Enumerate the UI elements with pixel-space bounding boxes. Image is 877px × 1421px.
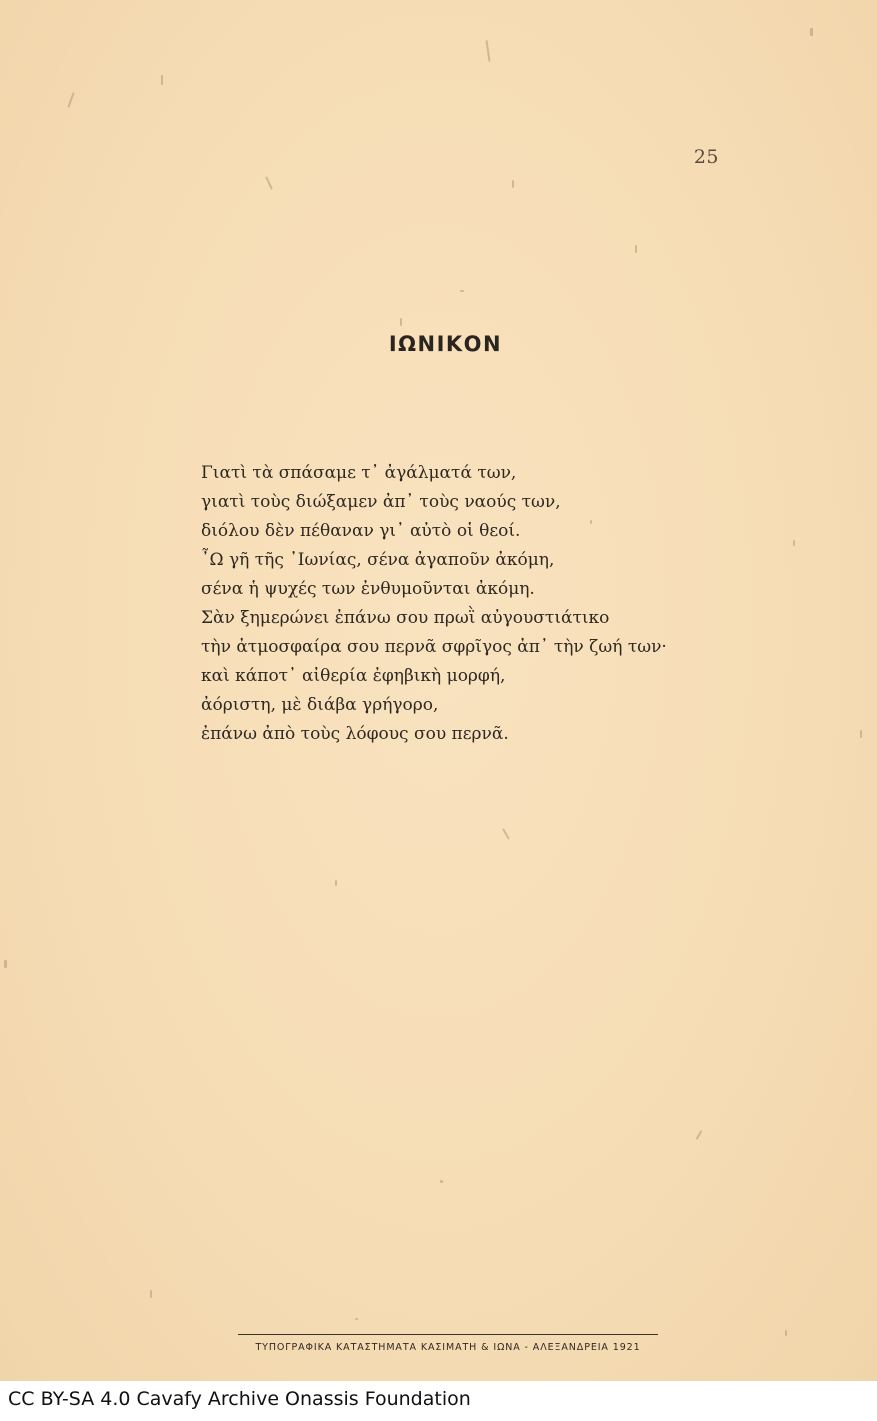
- poem-line: τὴν ἀτμοσφαίρα σου περνᾶ σφρῖγος ἀπ᾽ τὴν ζωή των·: [201, 637, 667, 657]
- paper-speck: [355, 1318, 358, 1320]
- printer-imprint: ΤΥΠΟΓΡΑΦΙΚΑ ΚΑΤΑΣΤΗΜΑΤΑ ΚΑΣΙΜΑΤΗ & ΙΩΝΑ - ΑΛΕΞΑΝΔΡΕΙΑ 1921: [255, 1342, 641, 1353]
- paper-speck: [810, 28, 813, 36]
- paper-speck: [793, 540, 795, 546]
- page-number: 25: [693, 146, 719, 168]
- paper-speck: [440, 1180, 443, 1183]
- footer-rule: [238, 1334, 658, 1335]
- paper-speck: [502, 828, 510, 839]
- poem-title: ΙΩΝΙΚΟΝ: [388, 332, 503, 356]
- poem-line: καὶ κάποτ᾽ αἰθερία ἐφηβικὴ μορφή,: [201, 666, 506, 686]
- paper-speck: [67, 92, 74, 108]
- paper-speck: [512, 180, 514, 188]
- poem-body: [201, 459, 721, 749]
- poem-line: σένα ἡ ψυχές των ἐνθυμοῦνται ἀκόμη.: [201, 579, 535, 599]
- poem-line: διόλου δὲν πέθαναν γι᾽ αὐτὸ οἱ θεοί.: [201, 521, 521, 541]
- paper-speck: [4, 960, 7, 968]
- paper-speck: [696, 1130, 703, 1140]
- paper-speck: [785, 1330, 787, 1336]
- paper-speck: [460, 290, 464, 292]
- poem-line: ῏Ω γῆ τῆς ᾽Ιωνίας, σένα ἀγαποῦν ἀκόμη,: [201, 550, 555, 570]
- paper-speck: [265, 176, 273, 190]
- poem-line: Σὰν ξημερώνει ἐπάνω σου πρωῒ αὐγουστιάτικο: [201, 608, 610, 628]
- paper-speck: [485, 40, 490, 62]
- paper-speck: [335, 880, 337, 886]
- paper-speck: [161, 75, 163, 85]
- poem-line: ἐπάνω ἀπὸ τοὺς λόφους σου περνᾶ.: [201, 724, 509, 744]
- paper-speck: [400, 318, 402, 326]
- poem-line: ἀόριστη, μὲ διάβα γρήγορο,: [201, 695, 439, 715]
- paper-speck: [150, 1290, 152, 1298]
- paper-speck: [860, 730, 862, 738]
- license-credit: CC BY-SA 4.0 Cavafy Archive Onassis Foundation: [8, 1388, 471, 1410]
- poem-line: γιατὶ τοὺς διώξαμεν ἀπ᾽ τοὺς ναούς των,: [201, 492, 561, 512]
- poem-line: Γιατὶ τὰ σπάσαμε τ᾽ ἀγάλματά των,: [201, 463, 517, 483]
- paper-speck: [635, 245, 637, 253]
